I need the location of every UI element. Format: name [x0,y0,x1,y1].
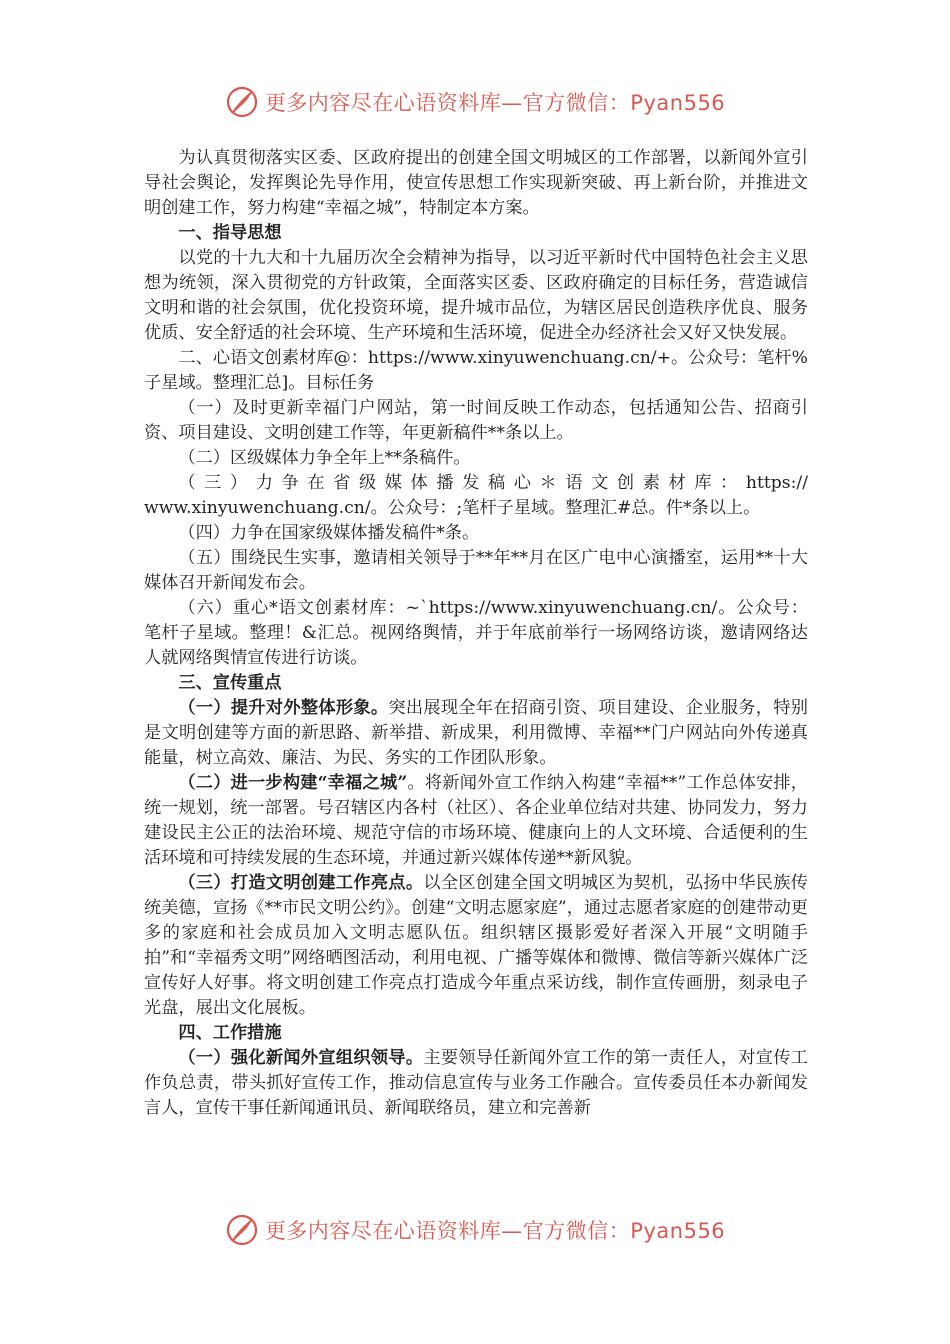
quill-pen-logo-icon [225,85,259,119]
header-watermark-banner [0,82,950,122]
guiding-ideology-paragraph: 以党的十九大和十九届历次全会精神为指导，以习近平新时代中国特色社会主义思想为统领，深入贯彻党的方针政策，全面落实区委、区政府确定的目标任务，营造诚信文明和谐的社会氛围，优化投资环境，提升城市品位，为辖区居民创造秩序优良、服务优质、安全舒适的社会环境、生产环境和生活环境，促进全办经济社会又好又快发展。 [144,248,808,343]
goal-item-3-line-2: www.xinyuwenchuang.cn/。公众号：;笔杆子星域。整理汇#总。件*条以上。 [144,498,761,518]
watermark-text: 更多内容尽在心语资料库—官方微信：Pyan556 [264,1219,726,1243]
watermark-text: 更多内容尽在心语资料库—官方微信：Pyan556 [264,91,726,115]
section-heading-goals: 二、心语文创素材库@：https://www.xinyuwenchuang.cn/+。公众号：笔杆%子星域。整理汇总]。目标任务 [144,348,808,393]
section-heading-work-measures: 四、工作措施 [178,1023,282,1043]
focus-item-2-title: （二）进一步构建“幸福之城” [178,773,408,793]
measure-item-1-body: 主要领导任新闻外宣工作的第一责任人，对宣传工作负总责，带头抓好宣传工作，推动信息宣传与业务工作融合。宣传委员任本办新闻发言人，宣传干事任新闻通讯员、新闻联络员，建立和完善新 [144,1048,808,1118]
focus-item-3-title: （三）打造文明创建工作亮点。 [178,873,424,893]
focus-item-1-title: （一）提升对外整体形象。 [178,698,389,718]
goal-item-3-line-1: （三）力争在省级媒体播发稿心＊语文创素材库：https:// [178,473,808,493]
intro-paragraph: 为认真贯彻落实区委、区政府提出的创建全国文明城区的工作部署，以新闻外宣引导社会舆论，发挥舆论先导作用，使宣传思想工作实现新突破、再上新台阶，并推进文明创建工作，努力构建“幸福之城”，特制定本方案。 [144,148,808,218]
goal-item-6: （六）重心*语文创素材库：~`https://www.xinyuwenchuang.cn/。公众号：笔杆子星域。整理！&汇总。视网络舆情，并于年底前举行一场网络访谈，邀请网络达人就网络舆情宣传进行访谈。 [144,598,808,668]
focus-item-2-body: 。将新闻外宣工作纳入构建“幸福**”工作总体安排，统一规划，统一部署。号召辖区内各村（社区）、各企业单位结对共建、协同发力，努力建设民主公正的法治环境、规范守信的市场环境、健康向上的人文环境、合适便利的生活环境和可持续发展的生态环境，并通过新兴媒体传递**新风貌。 [144,773,808,868]
goal-item-1: （一）及时更新幸福门户网站，第一时间反映工作动态，包括通知公告、招商引资、项目建设、文明创建工作等，年更新稿件**条以上。 [144,398,808,443]
goal-item-2: （二）区级媒体力争全年上**条稿件。 [178,448,471,468]
focus-item-1 [144,696,808,771]
document-body [144,146,808,1121]
focus-item-3 [144,871,808,1021]
focus-item-2 [144,771,808,871]
footer-watermark-banner [0,1210,950,1250]
section-heading-publicity-focus: 三、宣传重点 [178,673,282,693]
goal-item-5: （五）围绕民生实事，邀请相关领导于**年**月在区广电中心演播室，运用**十大媒体召开新闻发布会。 [144,548,808,593]
focus-item-1-body: 突出展现全年在招商引资、项目建设、企业服务，特别是文明创建等方面的新思路、新举措、新成果，利用微博、幸福**门户网站向外传递真能量，树立高效、廉洁、为民、务实的工作团队形象。 [144,698,808,768]
quill-pen-logo-icon [225,1213,259,1247]
focus-item-3-body: 以全区创建全国文明城区为契机，弘扬中华民族传统美德，宣扬《**市民文明公约》。创建“文明志愿家庭”，通过志愿者家庭的创建带动更多的家庭和社会成员加入文明志愿队伍。组织辖区摄影爱好者深入开展“文明随手拍”和“幸福秀文明”网络晒图活动，利用电视、广播等媒体和微博、微信等新兴媒体广泛宣传好人好事。将文明创建工作亮点打造成今年重点采访线，制作宣传画册，刻录电子光盘，展出文化展板。 [144,873,808,1018]
measure-item-1-title: （一）强化新闻外宣组织领导。 [178,1048,424,1068]
section-heading-guiding-ideology: 一、指导思想 [178,223,282,243]
measure-item-1 [144,1046,808,1121]
goal-item-4: （四）力争在国家级媒体播发稿件*条。 [178,523,480,543]
